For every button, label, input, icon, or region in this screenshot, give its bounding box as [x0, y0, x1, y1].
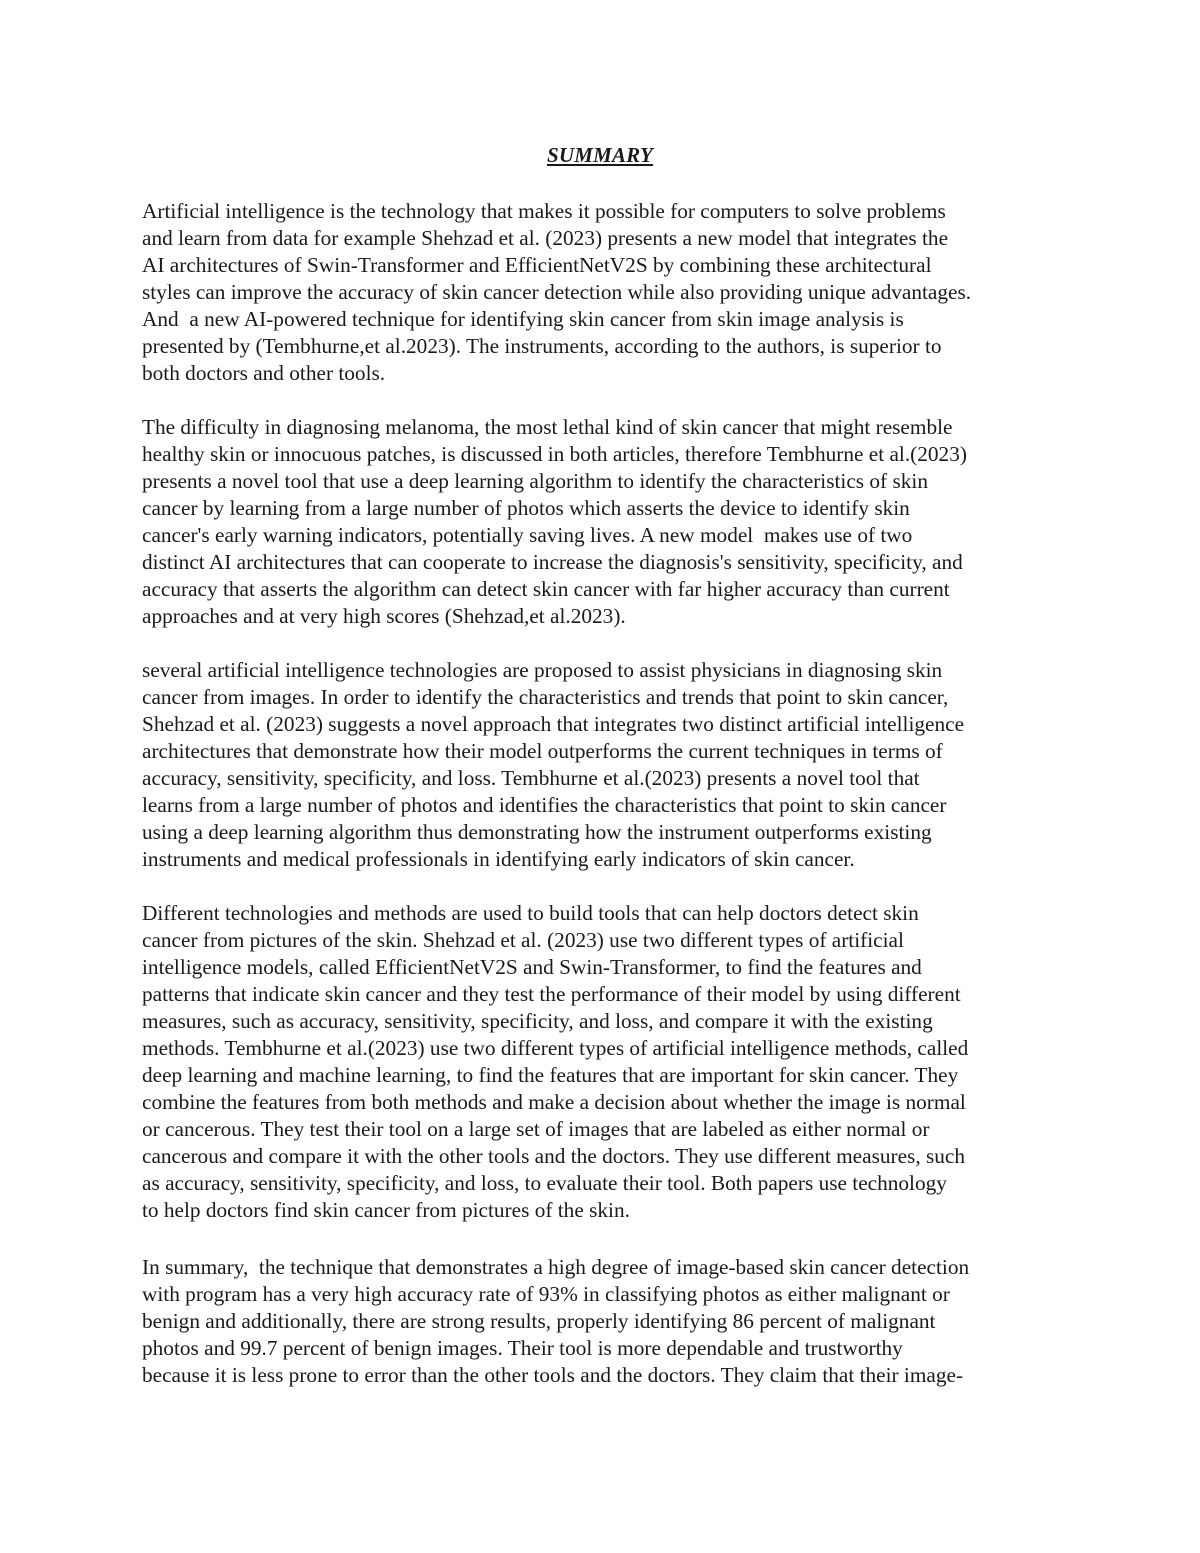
text-line: with program has a very high accuracy rate of 93% in classifying photos as either malignant or — [142, 1282, 950, 1306]
text-line: measures, such as accuracy, sensitivity, specificity, and loss, and compare it with the existing — [142, 1009, 933, 1033]
text-line: cancerous and compare it with the other tools and the doctors. They use different measures, such — [142, 1144, 966, 1168]
text-line: cancer from pictures of the skin. Shehzad et al. (2023) use two different types of artificial — [142, 928, 904, 952]
text-line: cancer's early warning indicators, potentially saving lives. A new model makes use of two — [142, 523, 913, 547]
paragraph-2 — [142, 414, 1082, 630]
text-line: presented by (Tembhurne,et al.2023). The instruments, according to the authors, is superior to — [142, 334, 942, 358]
text-line: accuracy that asserts the algorithm can detect skin cancer with far higher accuracy than current — [142, 577, 950, 601]
text-line: In summary, the technique that demonstrates a high degree of image-based skin cancer detection — [142, 1255, 970, 1279]
text-line: and learn from data for example Shehzad et al. (2023) presents a new model that integrates the — [142, 226, 949, 250]
text-line: to help doctors find skin cancer from pictures of the skin. — [142, 1198, 630, 1222]
text-line: healthy skin or innocuous patches, is discussed in both articles, therefore Tembhurne et al.(2023) — [142, 442, 967, 466]
text-line: using a deep learning algorithm thus demonstrating how the instrument outperforms existing — [142, 820, 932, 844]
text-line: both doctors and other tools. — [142, 361, 386, 385]
text-line: patterns that indicate skin cancer and they test the performance of their model by using different — [142, 982, 961, 1006]
text-line: because it is less prone to error than the other tools and the doctors. They claim that their image- — [142, 1363, 964, 1387]
paragraph-5 — [142, 1254, 1082, 1389]
page-title: SUMMARY — [546, 143, 654, 167]
text-line: methods. Tembhurne et al.(2023) use two different types of artificial intelligence methods, called — [142, 1036, 969, 1060]
text-line: several artificial intelligence technologies are proposed to assist physicians in diagnosing skin — [142, 658, 943, 682]
paragraph-3 — [142, 657, 1082, 873]
text-line: styles can improve the accuracy of skin cancer detection while also providing unique advantages. — [142, 280, 972, 304]
text-line: Artificial intelligence is the technology that makes it possible for computers to solve problems — [142, 199, 946, 223]
text-line: And a new AI-powered technique for identifying skin cancer from skin image analysis is — [142, 307, 904, 331]
text-line: cancer from images. In order to identify the characteristics and trends that point to skin cancer, — [142, 685, 949, 709]
text-line: The difficulty in diagnosing melanoma, the most lethal kind of skin cancer that might resemble — [142, 415, 953, 439]
text-line: deep learning and machine learning, to find the features that are important for skin cancer. They — [142, 1063, 959, 1087]
text-line: as accuracy, sensitivity, specificity, and loss, to evaluate their tool. Both papers use technology — [142, 1171, 947, 1195]
text-line: presents a novel tool that use a deep learning algorithm to identify the characteristics of skin — [142, 469, 928, 493]
text-line: distinct AI architectures that can cooperate to increase the diagnosis's sensitivity, specificity, and — [142, 550, 963, 574]
text-line: combine the features from both methods and make a decision about whether the image is normal — [142, 1090, 966, 1114]
text-line: instruments and medical professionals in identifying early indicators of skin cancer. — [142, 847, 855, 871]
text-line: photos and 99.7 percent of benign images. Their tool is more dependable and trustworthy — [142, 1336, 903, 1360]
text-line: approaches and at very high scores (Shehzad,et al.2023). — [142, 604, 626, 628]
text-line: architectures that demonstrate how their model outperforms the current techniques in terms of — [142, 739, 943, 763]
text-line: cancer by learning from a large number of photos which asserts the device to identify skin — [142, 496, 910, 520]
paragraph-1 — [142, 198, 1082, 387]
text-line: benign and additionally, there are strong results, properly identifying 86 percent of malignant — [142, 1309, 936, 1333]
text-line: AI architectures of Swin-Transformer and EfficientNetV2S by combining these architectural — [142, 253, 932, 277]
text-line: intelligence models, called EfficientNetV2S and Swin-Transformer, to find the features and — [142, 955, 922, 979]
text-line: accuracy, sensitivity, specificity, and loss. Tembhurne et al.(2023) presents a novel tool that — [142, 766, 920, 790]
paragraph-4 — [142, 900, 1082, 1224]
text-line: Different technologies and methods are used to build tools that can help doctors detect skin — [142, 901, 919, 925]
text-line: learns from a large number of photos and identifies the characteristics that point to skin cancer — [142, 793, 947, 817]
text-line: Shehzad et al. (2023) suggests a novel approach that integrates two distinct artificial intelligence — [142, 712, 965, 736]
text-line: or cancerous. They test their tool on a large set of images that are labeled as either normal or — [142, 1117, 930, 1141]
